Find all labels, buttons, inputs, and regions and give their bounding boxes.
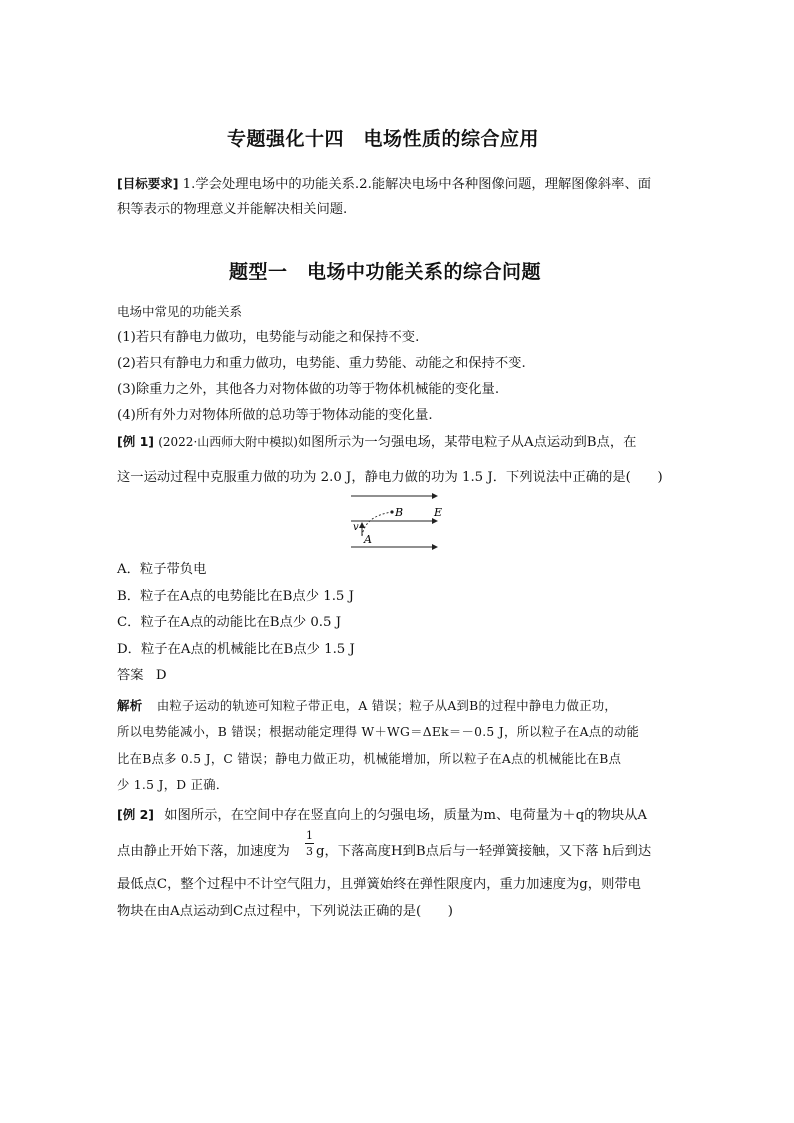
objective-line-1 [117,175,651,193]
answer-label: 答案 [117,668,144,683]
analysis-line-2: 所以电势能减小，B 错误；根据动能定理得 W＋WG＝ΔEk＝－0.5 J，所以粒子在A点的动能 [117,725,640,739]
section-intro: 电场中常见的功能关系 [117,304,243,319]
analysis-label: 解析 [117,698,143,713]
answer-value: D [155,668,167,683]
example2-text-1: 如图所示，在空间中存在竖直向上的匀强电场，质量为m、电荷量为＋q的物块从A [164,808,648,823]
analysis-text-1: 由粒子运动的轨迹可知粒子带正电，A 错误；粒子从A到B的过程中静电力做正功， [156,699,618,713]
example1-stem-line-1 [117,433,636,451]
example2-line-1 [117,806,647,824]
example1-option-a: A．粒子带负电 [117,562,207,577]
label-a: A [364,533,372,546]
objective-text-1: 1.学会处理电场中的功能关系.2.能解决电场中各种图像问题，理解图像斜率、面 [182,177,652,192]
label-e: E [434,506,443,519]
rule-item-4: (4)所有外力对物体所做的总功等于物体动能的变化量. [117,408,433,423]
section-title: 题型一 电场中功能关系的综合问题 [229,261,542,283]
example2-line-2b: g，下落高度H到B点后与一轻弹簧接触，又下落 h后到达 [316,844,652,859]
label-v: v [353,522,359,533]
analysis-line-1 [117,696,617,714]
example1-answer-line [117,667,167,684]
point-b-dot [390,510,393,513]
page-title: 专题强化十四 电场性质的综合应用 [227,128,540,150]
fraction-denominator: 3 [306,845,313,858]
example2-line-2a: 点由静止开始下落，加速度为 [117,844,290,859]
analysis-line-3: 比在B点多 0.5 J，C 错误；静电力做正功，机械能增加，所以粒子在A点的机械能比在B点 [117,752,622,766]
example1-option-b: B．粒子在A点的电势能比在B点少 1.5 J [117,589,354,604]
rule-item-3: (3)除重力之外，其他各力对物体做的功等于物体机械能的变化量. [117,382,500,397]
rule-item-1: (1)若只有静电力做功，电势能与动能之和保持不变. [117,330,420,345]
example2-line-3: 最低点C，整个过程中不计空气阻力，且弹簧始终在弹性限度内，重力加速度为g，则带电 [117,877,641,892]
fraction-numerator: 1 [306,829,313,842]
objective-line-2: 积等表示的物理意义并能解决相关问题. [117,202,348,217]
objective-label: [目标要求] [117,176,179,191]
example1-field-figure [345,490,450,552]
label-b: B [395,506,404,519]
example1-option-d: D．粒子在A点的机械能比在B点少 1.5 J [117,642,355,657]
analysis-line-4: 少 1.5 J，D 正确． [117,778,229,792]
rule-item-2: (2)若只有静电力和重力做功，电势能、重力势能、动能之和保持不变. [117,356,526,371]
example1-label: [例 1] [117,434,154,449]
example2-label: [例 2] [117,807,154,822]
example1-stem-line-2: 这一运动过程中克服重力做的功为 2.0 J，静电力做的功为 1.5 J．下列说法中正确的是( ) [117,470,663,485]
example1-source: (2022·山西师大附中模拟) [158,435,298,449]
fraction-one-third [305,829,314,858]
example1-option-c: C．粒子在A点的动能比在B点少 0.5 J [117,615,342,630]
example2-line-4: 物块在由A点运动到C点过程中，下列说法正确的是( ) [117,904,453,919]
example1-stem-1: 如图所示为一匀强电场，某带电粒子从A点运动到B点，在 [297,435,637,450]
